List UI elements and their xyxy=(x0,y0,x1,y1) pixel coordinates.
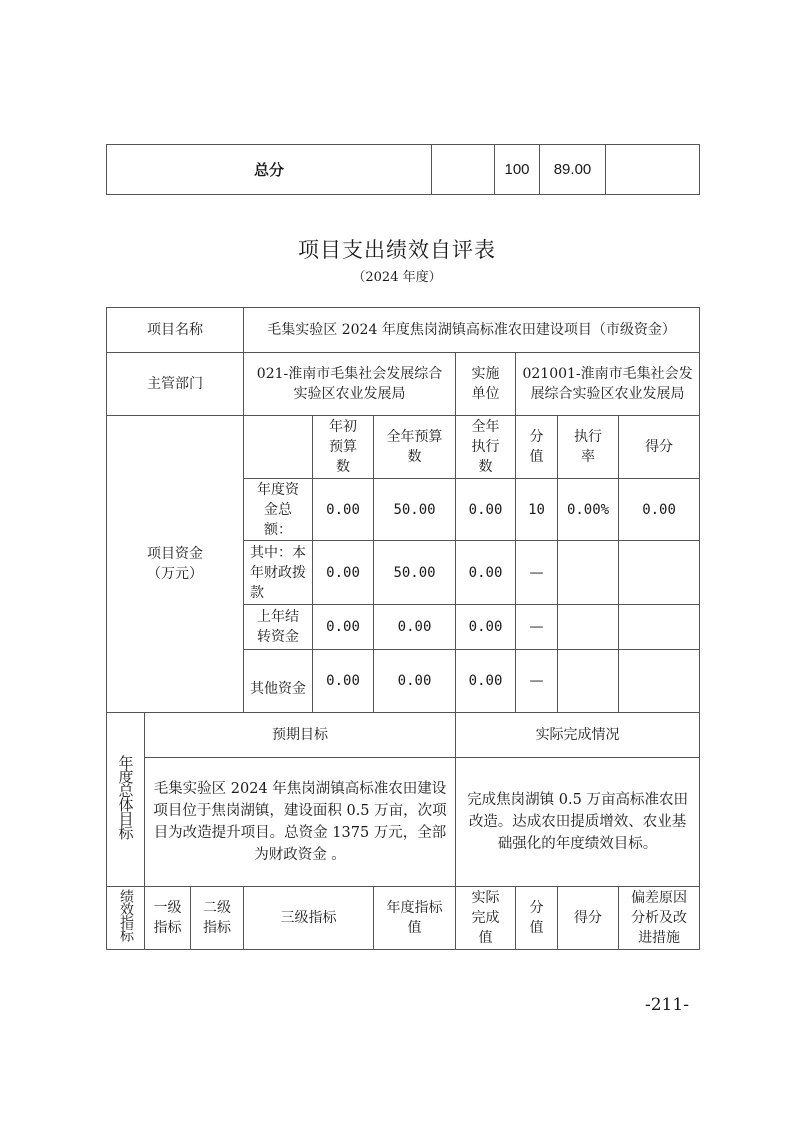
funds-row-executed: 0.00 xyxy=(456,650,516,713)
funds-row-initial: 0.00 xyxy=(313,541,374,605)
actual-completion-text: 完成焦岗湖镇 0.5 万亩高标准农田改造。达成农田提质增效、农业基础强化的年度绩效目标。 xyxy=(456,758,700,887)
annual-goals-label-text: 年度总体目标 xyxy=(116,754,135,839)
funds-row-name: 其他资金 xyxy=(244,650,313,713)
expected-goal-text: 毛集实验区 2024 年焦岗湖镇高标准农田建设项目位于焦岗湖镇，建设面积 0.5 万亩，次项目为改造提升项目。总资金 1375 万元，全部为财政资金 。 xyxy=(145,758,456,887)
funds-row-executed: 0.00 xyxy=(456,541,516,605)
indicator-level1-header: 一级指标 xyxy=(145,887,191,950)
project-name-value: 毛集实验区 2024 年度焦岗湖镇高标准农田建设项目（市级资金） xyxy=(244,308,700,353)
funds-row-weight: — xyxy=(516,650,558,713)
indicator-weight-header: 分值 xyxy=(516,887,558,950)
department-value: 021-淮南市毛集社会发展综合实验区农业发展局 xyxy=(244,353,456,416)
funds-header-annual: 全年预算数 xyxy=(374,416,456,479)
funds-label-line2: （万元） xyxy=(147,566,203,582)
indicators-header-row xyxy=(107,887,700,950)
project-name-label: 项目名称 xyxy=(107,308,244,353)
funds-label-line1: 项目资金 xyxy=(147,546,203,562)
project-name-row xyxy=(107,308,700,353)
total-score-table xyxy=(106,144,700,195)
annual-goals-label xyxy=(107,713,145,887)
total-score-remark xyxy=(606,145,700,195)
indicator-annual-target-header: 年度指标值 xyxy=(374,887,456,950)
funds-row-annual: 50.00 xyxy=(374,479,456,541)
funds-row-weight: 10 xyxy=(516,479,558,541)
funds-row-rate xyxy=(558,650,619,713)
indicator-level3-header: 三级指标 xyxy=(244,887,374,950)
funds-row-initial: 0.00 xyxy=(313,605,374,650)
funds-row-rate xyxy=(558,541,619,605)
implementing-unit-value: 021001-淮南市毛集社会发展综合实验区农业发展局 xyxy=(516,353,700,416)
funds-row-weight: — xyxy=(516,541,558,605)
funds-header-blank xyxy=(244,416,313,479)
funds-row-score: 0.00 xyxy=(619,479,700,541)
indicator-deviation-header: 偏差原因分析及改进措施 xyxy=(619,887,700,950)
total-full-score: 100 xyxy=(495,145,540,195)
funds-row-rate xyxy=(558,605,619,650)
total-score-label: 总分 xyxy=(107,145,432,195)
funds-row-executed: 0.00 xyxy=(456,605,516,650)
funds-header-initial: 年初预算数 xyxy=(313,416,374,479)
funds-row-score xyxy=(619,605,700,650)
indicators-side-label-text: 绩效指标 xyxy=(118,889,134,941)
funds-row-rate: 0.00% xyxy=(558,479,619,541)
funds-row-annual: 0.00 xyxy=(374,650,456,713)
goals-header-row xyxy=(107,713,700,758)
implementing-unit-label: 实施单位 xyxy=(456,353,516,416)
funds-label xyxy=(107,416,244,713)
indicator-level2-header: 二级指标 xyxy=(191,887,244,950)
funds-row-annual: 0.00 xyxy=(374,605,456,650)
funds-row-name: 年度资金总额： xyxy=(244,479,313,541)
page-subtitle: （2024 年度） xyxy=(352,270,442,285)
indicator-actual-value-header: 实际完成值 xyxy=(456,887,516,950)
goals-content-row xyxy=(107,758,700,887)
department-label: 主管部门 xyxy=(107,353,244,416)
expected-goal-label: 预期目标 xyxy=(145,713,456,758)
funds-row-initial: 0.00 xyxy=(313,650,374,713)
funds-row-weight: — xyxy=(516,605,558,650)
indicator-score-header: 得分 xyxy=(558,887,619,950)
actual-completion-label: 实际完成情况 xyxy=(456,713,700,758)
page-number: -211- xyxy=(645,995,689,1015)
funds-row-initial: 0.00 xyxy=(313,479,374,541)
funds-header-executed: 全年执行数 xyxy=(456,416,516,479)
self-evaluation-table xyxy=(106,307,700,950)
page-title: 项目支出绩效自评表 xyxy=(298,238,496,262)
funds-row-name: 上年结转资金 xyxy=(244,605,313,650)
total-score-blank xyxy=(432,145,495,195)
funds-row-score xyxy=(619,541,700,605)
total-score-value: 89.00 xyxy=(540,145,606,195)
funds-row-executed: 0.00 xyxy=(456,479,516,541)
funds-row-score xyxy=(619,650,700,713)
funds-header-row xyxy=(107,416,700,479)
funds-row-name: 其中：本年财政拨款 xyxy=(244,541,313,605)
total-score-row xyxy=(107,145,700,195)
funds-row-annual: 50.00 xyxy=(374,541,456,605)
indicators-side-label xyxy=(107,887,145,950)
funds-header-score: 得分 xyxy=(619,416,700,479)
funds-header-rate: 执行率 xyxy=(558,416,619,479)
funds-header-weight: 分值 xyxy=(516,416,558,479)
department-row xyxy=(107,353,700,416)
